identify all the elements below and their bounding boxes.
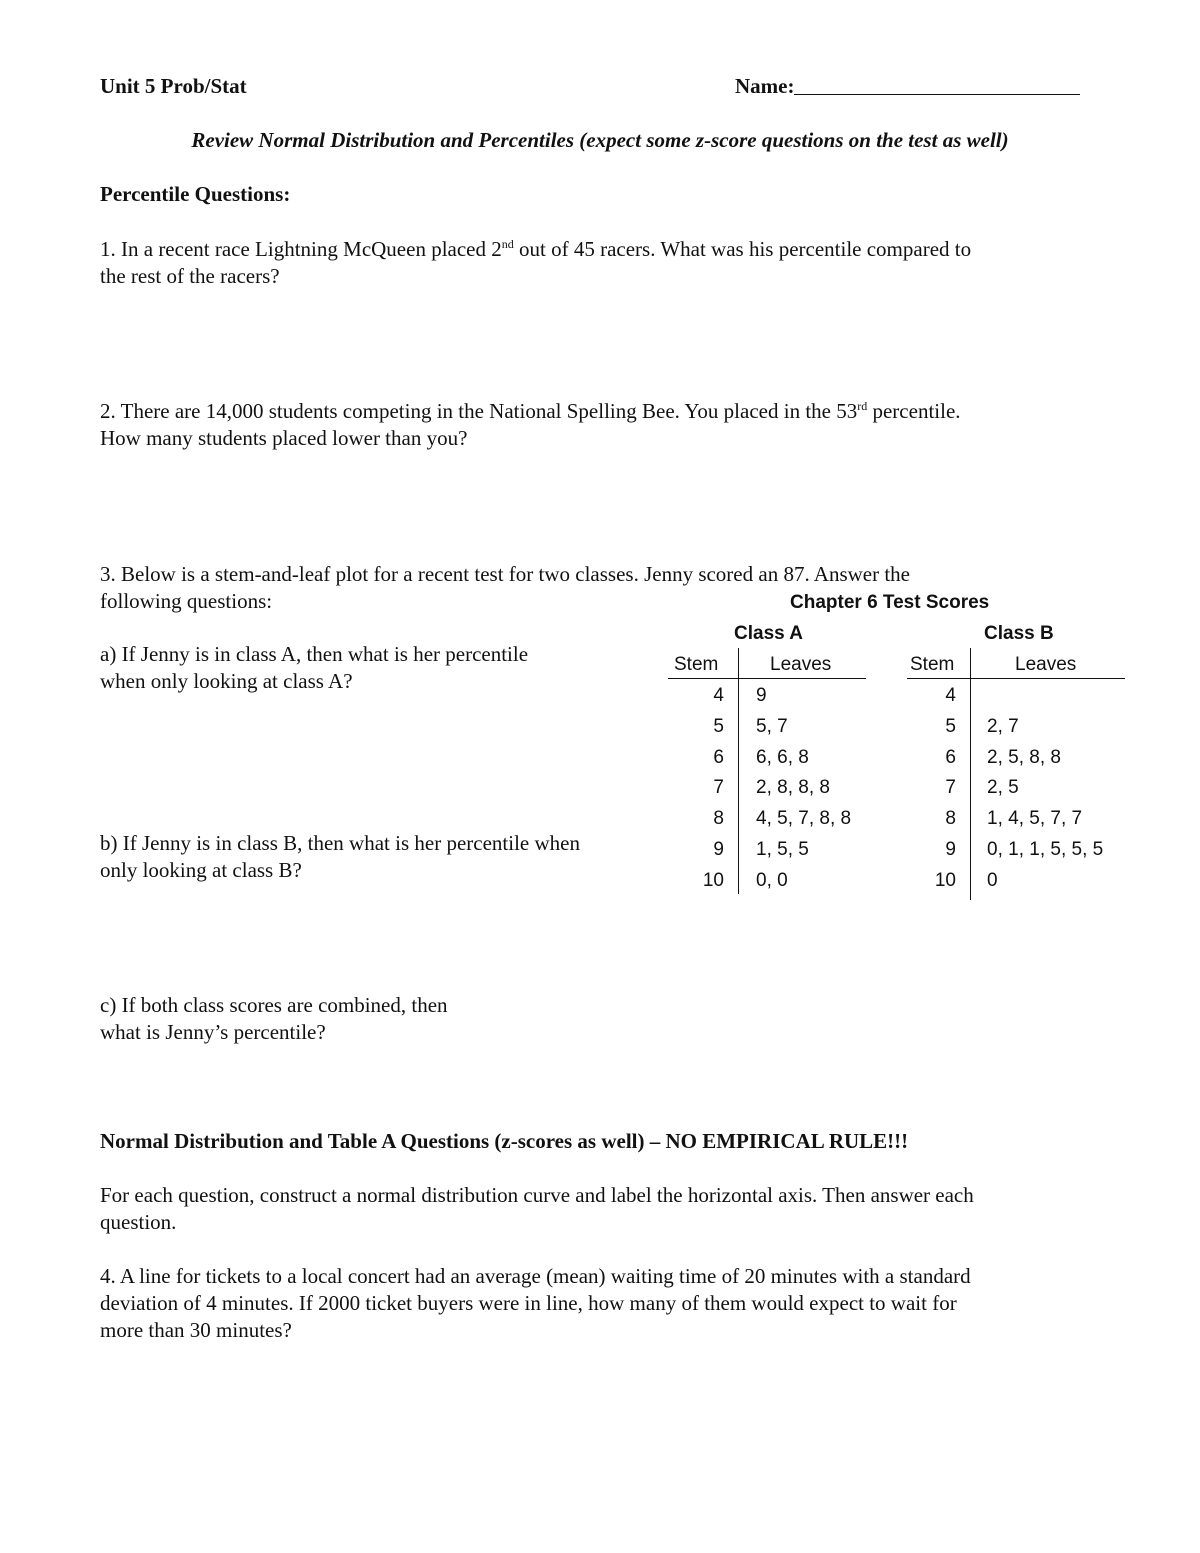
class-a-leaves-header: Leaves	[770, 654, 832, 675]
class-a-stem: 10	[702, 869, 724, 891]
question-2-line-2: How many students placed lower than you?	[100, 426, 468, 450]
class-a-leaves: 4, 5, 7, 8, 8	[756, 808, 852, 830]
class-a-leaves: 5, 7	[756, 715, 788, 737]
question-1-line-2: the rest of the racers?	[100, 264, 280, 288]
class-a-leaves: 0, 0	[756, 869, 788, 891]
instructions-line-2: question.	[100, 1210, 177, 1234]
class-a-stem: 9	[713, 839, 724, 860]
class-a-header-rule	[668, 678, 866, 679]
class-b-leaves: 2, 5	[987, 777, 1019, 799]
instructions-line-1: For each question, construct a normal distribution curve and label the horizontal axis. Then answer each	[100, 1183, 974, 1207]
class-a-stem: 8	[713, 808, 724, 830]
class-b-stem: 4	[945, 685, 956, 706]
class-b-header-rule	[907, 678, 1125, 679]
question-4-line-2: deviation of 4 minutes. If 2000 ticket buyers were in line, how many of them would expect to wait for	[100, 1291, 957, 1315]
question-3a-line-1: a) If Jenny is in class A, then what is her percentile	[100, 642, 529, 666]
question-3c-line-2: what is Jenny’s percentile?	[100, 1020, 326, 1044]
question-1-line-1: 1. In a recent race Lightning McQueen placed 2nd out of 45 racers. What was his percentile compared to	[100, 237, 972, 261]
question-3b-line-1: b) If Jenny is in class B, then what is her percentile when	[100, 831, 580, 855]
class-b-stem: 5	[945, 715, 956, 737]
class-b-stem: 7	[945, 777, 956, 799]
class-b-leaves: 2, 7	[987, 715, 1019, 737]
section-title-percentile: Percentile Questions:	[100, 182, 291, 206]
plot-title: Chapter 6 Test Scores	[790, 592, 990, 613]
class-a-stem: 5	[713, 715, 724, 737]
class-a-stem: 7	[713, 777, 724, 799]
page-subtitle: Review Normal Distribution and Percentiles (expect some z-score questions on the test as well)	[191, 128, 1009, 152]
question-3-line-2: following questions:	[100, 589, 273, 613]
class-b-stem: 9	[945, 839, 956, 860]
class-a-label: Class A	[734, 623, 803, 644]
class-b-divider	[970, 648, 971, 900]
class-a-stem: 4	[713, 685, 724, 706]
class-a-leaves: 2, 8, 8, 8	[756, 777, 830, 799]
class-a-divider	[738, 648, 739, 894]
class-b-label: Class B	[984, 623, 1054, 644]
name-label: Name:	[735, 74, 795, 98]
class-b-stem: 10	[934, 869, 956, 891]
question-4-line-3: more than 30 minutes?	[100, 1318, 292, 1342]
class-b-leaves: 1, 4, 5, 7, 7	[987, 808, 1083, 830]
question-3a-line-2: when only looking at class A?	[100, 669, 353, 693]
class-b-leaves: 0, 1, 1, 5, 5, 5	[987, 839, 1104, 860]
class-a-leaves: 1, 5, 5	[756, 839, 809, 860]
class-b-stem-header: Stem	[910, 654, 955, 675]
question-2-line-1: 2. There are 14,000 students competing in the National Spelling Bee. You placed in the 53rd percentile.	[100, 399, 961, 423]
class-b-leaves-header: Leaves	[1015, 654, 1077, 675]
class-b-leaves: 0	[987, 869, 998, 891]
question-3b-line-2: only looking at class B?	[100, 858, 302, 882]
question-3c-line-1: c) If both class scores are combined, then	[100, 993, 448, 1017]
course-title: Unit 5 Prob/Stat	[100, 74, 247, 98]
class-a-leaves: 6, 6, 8	[756, 746, 809, 768]
class-a-leaves: 9	[756, 685, 767, 706]
class-b-stem: 6	[945, 746, 956, 768]
question-3-line-1: 3. Below is a stem-and-leaf plot for a recent test for two classes. Jenny scored an 87. Answer the	[100, 562, 911, 586]
name-blank-line[interactable]	[794, 74, 1080, 95]
class-b-leaves: 2, 5, 8, 8	[987, 746, 1061, 768]
question-4-line-1: 4. A line for tickets to a local concert had an average (mean) waiting time of 20 minutes with a standard	[100, 1264, 971, 1288]
class-b-stem: 8	[945, 808, 956, 830]
class-a-stem-header: Stem	[674, 654, 719, 675]
section-title-normal-distribution: Normal Distribution and Table A Questions (z-scores as well) – NO EMPIRICAL RULE!!!	[100, 1129, 909, 1153]
class-a-stem: 6	[713, 746, 724, 768]
name-field[interactable]	[735, 73, 1080, 100]
